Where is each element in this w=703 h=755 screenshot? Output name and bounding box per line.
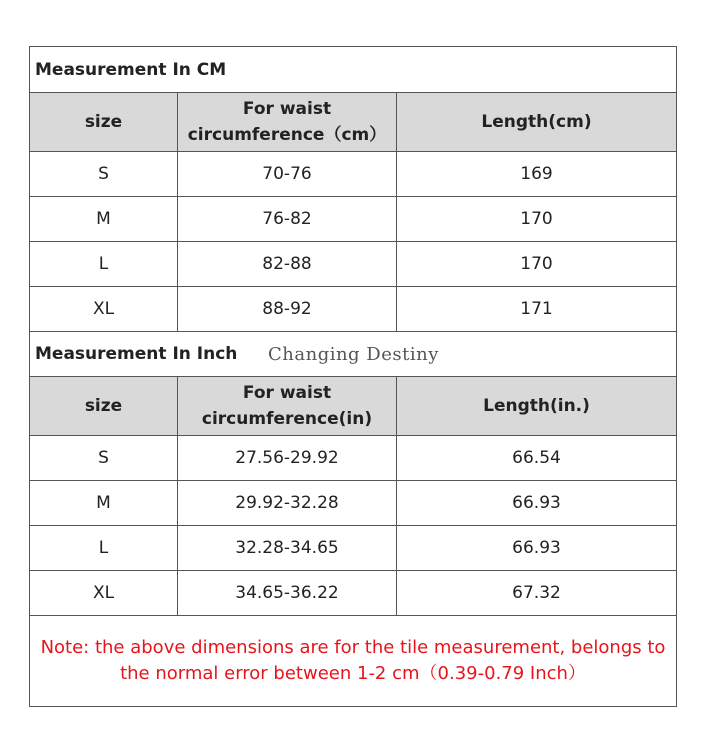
length-cell: 66.93: [397, 481, 677, 526]
size-cell: M: [30, 197, 178, 242]
table-row: [30, 526, 677, 571]
cm-section-title: Measurement In CM: [30, 47, 677, 93]
table-row: [30, 197, 677, 242]
note-text: Note: the above dimensions are for the tile measurement, belongs to the normal error between 1-2 cm（0.39-0.79 Inch）: [30, 616, 677, 707]
waist-cell: 32.28-34.65: [178, 526, 397, 571]
waist-cell: 34.65-36.22: [178, 571, 397, 616]
inch-waist-header-line2: circumference(in): [201, 409, 373, 429]
size-cell: XL: [30, 287, 178, 332]
length-cell: 170: [397, 197, 677, 242]
size-cell: L: [30, 526, 178, 571]
size-table: [29, 46, 677, 707]
cm-size-header: size: [30, 93, 178, 152]
table-row: [30, 287, 677, 332]
length-cell: 169: [397, 152, 677, 197]
waist-cell: 29.92-32.28: [178, 481, 397, 526]
inch-length-header: Length(in.): [397, 377, 677, 436]
size-chart: [29, 46, 676, 707]
length-cell: 170: [397, 242, 677, 287]
waist-cell: 70-76: [178, 152, 397, 197]
cm-header-row: [30, 93, 677, 152]
size-cell: XL: [30, 571, 178, 616]
inch-waist-header: [178, 377, 397, 436]
inch-section-title: Measurement In Inch: [35, 344, 238, 364]
table-row: [30, 152, 677, 197]
length-cell: 66.93: [397, 526, 677, 571]
note-row: [30, 616, 677, 707]
cm-waist-header-line1: For waist: [242, 99, 332, 119]
table-row: [30, 242, 677, 287]
size-cell: S: [30, 436, 178, 481]
inch-section-title-cell: [30, 332, 677, 377]
length-cell: 67.32: [397, 571, 677, 616]
cm-waist-header: [178, 93, 397, 152]
length-cell: 171: [397, 287, 677, 332]
size-cell: L: [30, 242, 178, 287]
waist-cell: 27.56-29.92: [178, 436, 397, 481]
table-row: [30, 481, 677, 526]
length-cell: 66.54: [397, 436, 677, 481]
cm-length-header: Length(cm): [397, 93, 677, 152]
size-cell: S: [30, 152, 178, 197]
waist-cell: 76-82: [178, 197, 397, 242]
table-row: [30, 571, 677, 616]
waist-cell: 82-88: [178, 242, 397, 287]
cm-waist-header-line2: circumference（cm）: [187, 125, 387, 145]
inch-section-title-row: [30, 332, 677, 377]
waist-cell: 88-92: [178, 287, 397, 332]
inch-waist-header-line1: For waist: [242, 383, 332, 403]
inch-header-row: [30, 377, 677, 436]
cm-section-title-row: [30, 47, 677, 93]
size-cell: M: [30, 481, 178, 526]
watermark-text: Changing Destiny: [268, 344, 439, 365]
table-row: [30, 436, 677, 481]
inch-size-header: size: [30, 377, 178, 436]
